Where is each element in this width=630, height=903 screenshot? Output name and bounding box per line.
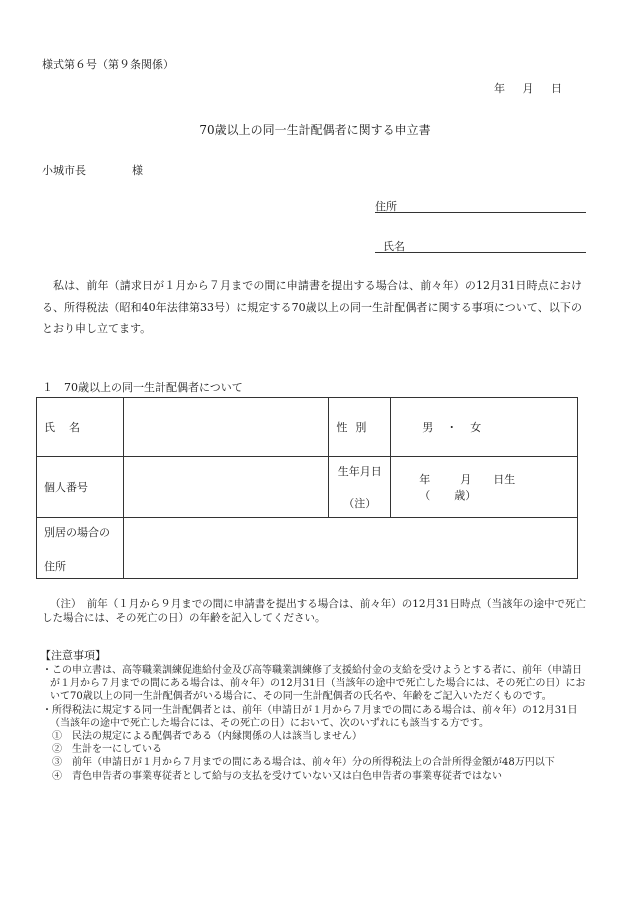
- table-row: [37, 457, 578, 518]
- separate-address-label-cell: [37, 518, 124, 579]
- recipient-name: 小城市長: [42, 164, 86, 177]
- dob-year-label: 年: [419, 473, 431, 486]
- notes-bullet-2: ・所得税法に規定する同一生計配偶者とは、前年（申請日が１月から７月までの間にある場合は、前々年）の12月31日（当該年の途中で死亡した場合には、その死亡の日）において、次のいずれにも該当する方です。: [42, 704, 578, 729]
- notes-item-2: ② 生計を一にしている: [52, 744, 162, 756]
- age-note: （注） 前年（１月から９月までの間に申請書を提出する場合は、前々年）の12月31日時点（当該年の途中で死亡した場合には、その死亡の日）の年齢を記入してください。: [42, 598, 586, 624]
- spouse-info-table: [36, 397, 578, 579]
- name-label-cell: [37, 398, 124, 457]
- applicant-address-field[interactable]: [375, 198, 586, 213]
- notes-item-4: ④ 青色申告者の事業専従者として給与の支払を受けていない又は白色申告者の事業専従者ではない: [52, 770, 502, 782]
- date-field[interactable]: [494, 80, 562, 96]
- sex-option-male[interactable]: 男: [422, 421, 434, 434]
- separate-address-label-suffix: 住所: [44, 560, 66, 573]
- dob-input-cell[interactable]: [391, 457, 578, 518]
- sex-option-female[interactable]: 女: [470, 421, 482, 434]
- notes-bullet-1: ・この申立書は、高等職業訓練促進給付金及び高等職業訓練修了支援給付金の支給を受けようとする者に、前年（申請日が１月から７月までの間にある場合は、前々年）の12月31日（当該年の途中で死亡した場合には、その死亡の日）において70歳以上の同一生計配偶者がいる場合に、その同一生計配偶者の氏名や、年齢をご記入いただくものです。: [42, 665, 586, 703]
- dob-label: 生年月日: [337, 465, 382, 478]
- date-day-label: 日: [551, 82, 562, 95]
- dob-age-label: 歳）: [454, 489, 477, 502]
- recipient: [42, 162, 143, 178]
- notes-list: [42, 664, 587, 783]
- name-label: 氏名: [44, 421, 94, 434]
- id-number-input-cell[interactable]: [123, 457, 328, 518]
- notes-title: 【注意事項】: [40, 649, 106, 662]
- applicant-address-label: 住所: [375, 200, 397, 213]
- sex-label: 性別: [336, 421, 375, 434]
- notes-item-1: ① 民法の規定による配偶者である（内縁関係の人は該当しません）: [52, 731, 362, 743]
- id-number-label: 個人番号: [44, 481, 88, 494]
- section-1-title: １ 70歳以上の同一生計配偶者について: [42, 381, 243, 394]
- sex-separator: ・: [446, 421, 458, 434]
- sex-select-cell[interactable]: [391, 398, 578, 457]
- notes-item-3: ③ 前年（申請日が１月から７月までの間にある場合は、前々年）分の所得税法上の合計所得金額が48万円以下: [52, 757, 555, 769]
- dob-born-label: 日生（: [419, 473, 516, 502]
- dob-label-cell: [329, 457, 391, 518]
- name-input-cell[interactable]: [123, 398, 328, 457]
- recipient-honorific: 様: [132, 164, 143, 177]
- dob-note-marker: （注）: [343, 497, 377, 510]
- applicant-name-label: 氏名: [383, 240, 405, 253]
- separate-address-label: 別居の場合の: [44, 526, 110, 539]
- dob-month-label: 月: [460, 473, 472, 486]
- separate-address-input-cell[interactable]: [123, 518, 577, 579]
- sex-label-cell: [329, 398, 391, 457]
- date-year-label: 年: [494, 82, 505, 95]
- applicant-name-field[interactable]: [375, 238, 586, 253]
- table-row: [37, 518, 578, 579]
- form-number: 様式第６号（第９条関係）: [42, 58, 174, 71]
- id-number-label-cell: [37, 457, 124, 518]
- statement-text: 私は、前年（請求日が１月から７月までの間に申請書を提出する場合は、前々年）の12月31日時点における、所得税法（昭和40年法律第33号）に規定する70歳以上の同一生計配偶者に関する事項について、以下のとおり申し立てます。: [42, 279, 582, 335]
- date-month-label: 月: [522, 82, 534, 95]
- document-title: 70歳以上の同一生計配偶者に関する申立書: [199, 123, 431, 137]
- table-row: [37, 398, 578, 457]
